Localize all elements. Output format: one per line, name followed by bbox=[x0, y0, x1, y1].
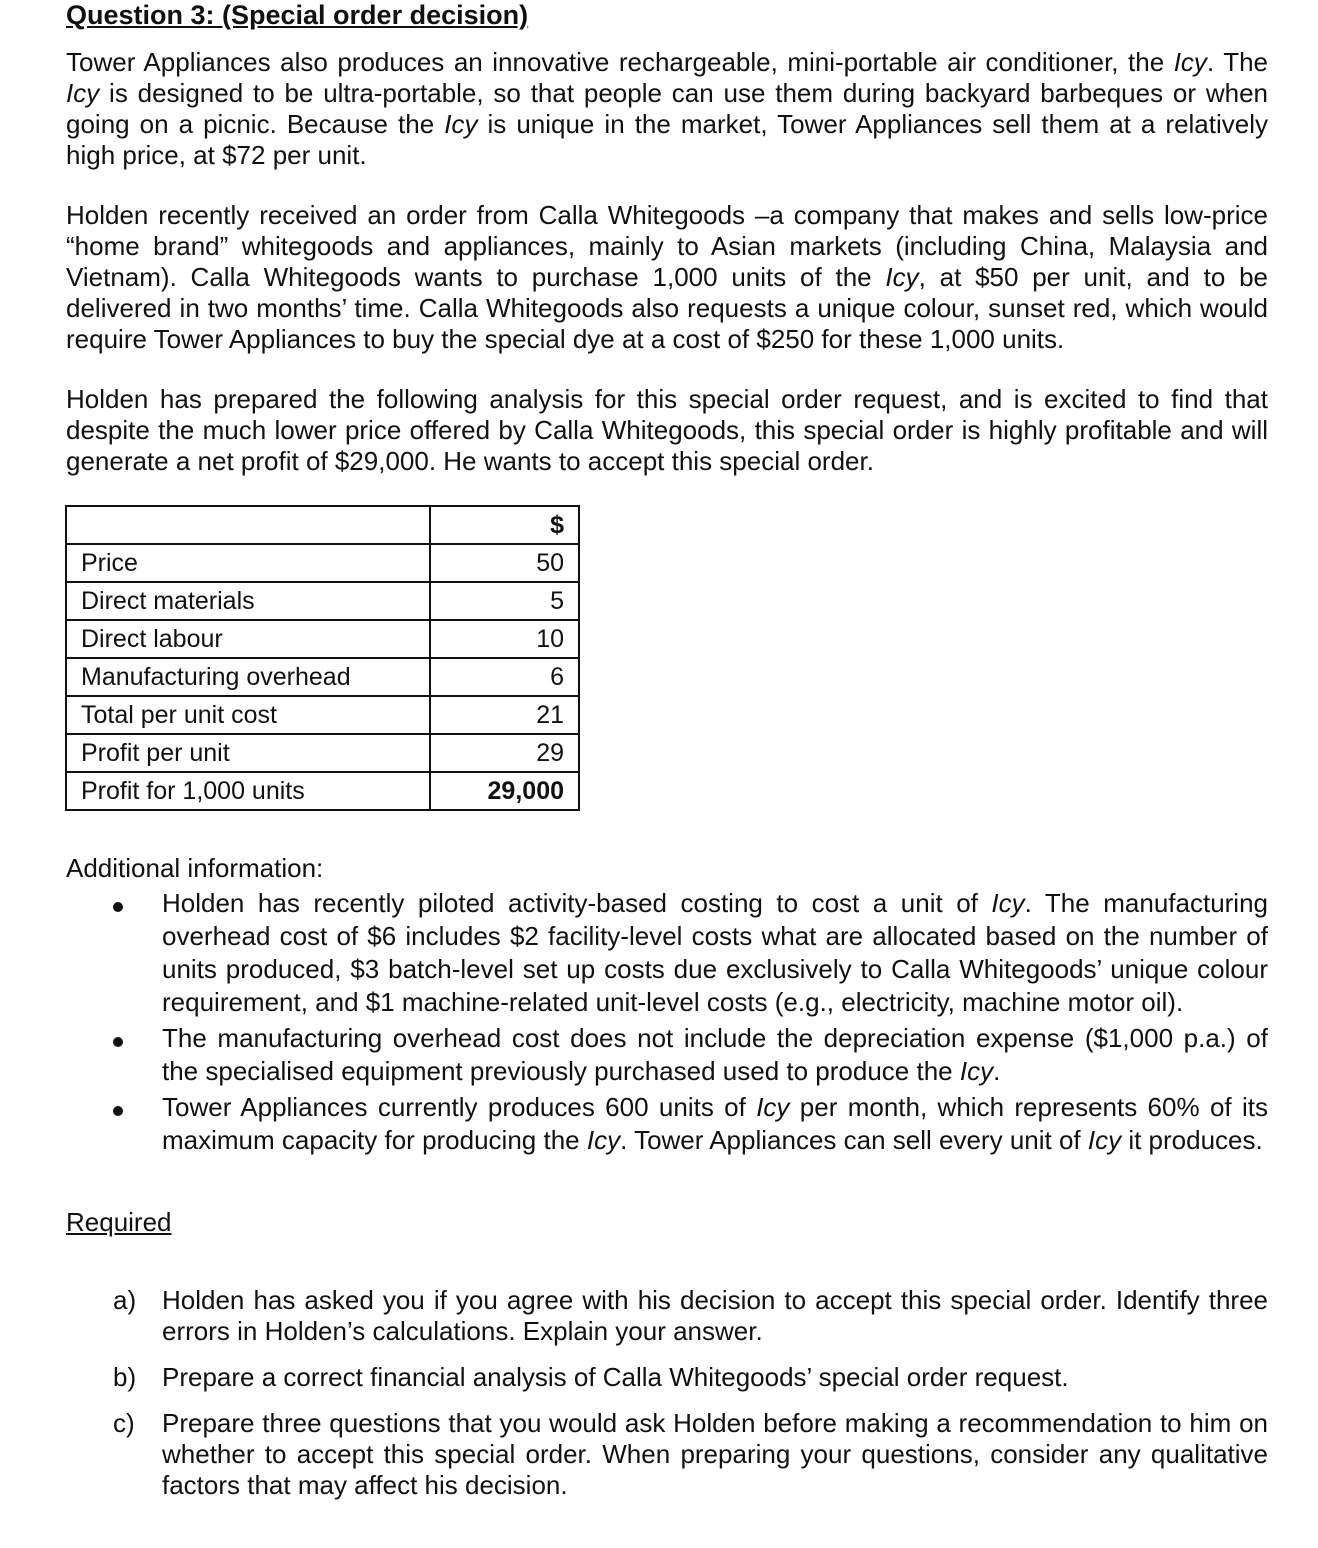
product-name: Icy bbox=[885, 262, 919, 292]
analysis-paragraph: Holden has prepared the following analysis for this special order request, and is excited to find that despite the much lower price offered by Calla Whitegoods, this special order is highly profitable and will generate a net profit of $29,000. He wants to accept this special order. bbox=[66, 384, 1268, 476]
list-item bbox=[0, 1285, 1268, 1347]
item-text: Prepare a correct financial analysis of Calla Whitegoods’ special order request. bbox=[162, 1362, 1069, 1392]
product-name: Icy bbox=[959, 1056, 994, 1086]
bullet-icon bbox=[113, 902, 123, 912]
table-row bbox=[66, 696, 579, 734]
text-span: . The manufacturing overhead cost of $6 includes $2 facility-level costs what are allocated based on the number of units produced, $3 batch-level set up costs due exclusively to Calla Whitegoods’ unique colour requirement, and $1 machine-related unit-level costs (e.g., electricity, machine motor oil). bbox=[162, 888, 1269, 1017]
row-label: Price bbox=[66, 544, 430, 582]
row-value: 21 bbox=[430, 696, 579, 734]
item-text: Holden has asked you if you agree with his decision to accept this special order. Identify three errors in Holden’s calculations. Explain your answer. bbox=[162, 1285, 1268, 1346]
table-row bbox=[66, 658, 579, 696]
analysis-table bbox=[65, 505, 580, 811]
table-header-row bbox=[66, 506, 579, 544]
text-span: The manufacturing overhead cost does not include the depreciation expense ($1,000 p.a.) of the specialised equipment previously purchased used to produce the bbox=[162, 1023, 1268, 1086]
table-row bbox=[66, 582, 579, 620]
product-name: Icy bbox=[991, 888, 1025, 918]
row-label: Profit per unit bbox=[66, 734, 430, 772]
text-span: per month, which represents 60% of its maximum capacity for producing the bbox=[162, 1092, 1268, 1155]
product-name: Icy bbox=[66, 78, 100, 108]
order-paragraph bbox=[66, 200, 1268, 355]
text-span: Tower Appliances currently produces 600 units of bbox=[162, 1092, 757, 1122]
additional-info-heading: Additional information: bbox=[66, 853, 324, 883]
list-item bbox=[0, 887, 1268, 1019]
required-heading: Required bbox=[66, 1207, 172, 1237]
table-header-currency: $ bbox=[430, 506, 579, 544]
product-name: Icy bbox=[1173, 47, 1207, 77]
text-span: . The bbox=[1206, 47, 1269, 77]
text-span: it produces. bbox=[1121, 1125, 1263, 1155]
table-row bbox=[66, 544, 579, 582]
list-item bbox=[0, 1362, 1268, 1393]
table-row bbox=[66, 620, 579, 658]
table-header-label bbox=[66, 506, 430, 544]
item-text: Prepare three questions that you would ask Holden before making a recommendation to him on whether to accept this special order. When preparing your questions, consider any qualitative factors that may affect his decision. bbox=[162, 1408, 1268, 1500]
text-span: Holden recently received an order from Calla Whitegoods –a company that makes and sells low-price “home brand” whitegoods and appliances, mainly to Asian markets (including China, Malaysia and Vietnam). Calla Whitegoods wants to purchase 1,000 units of the bbox=[66, 200, 1268, 292]
row-value: 50 bbox=[430, 544, 579, 582]
bullet-icon bbox=[113, 1037, 123, 1047]
product-name: Icy bbox=[756, 1092, 790, 1122]
item-marker: a) bbox=[113, 1285, 137, 1315]
text-span: . bbox=[993, 1056, 1001, 1086]
list-item bbox=[0, 1408, 1268, 1501]
table-row-total bbox=[66, 772, 579, 810]
list-item bbox=[0, 1022, 1268, 1088]
item-marker: b) bbox=[113, 1362, 137, 1392]
row-label: Direct materials bbox=[66, 582, 430, 620]
text-span: is unique in the market, Tower Appliances sell them at a relatively high price, at $72 per unit. bbox=[66, 109, 1269, 170]
table-row bbox=[66, 734, 579, 772]
question-title: Question 3: (Special order decision) bbox=[66, 0, 529, 30]
row-label: Manufacturing overhead bbox=[66, 658, 430, 696]
row-value-total: 29,000 bbox=[430, 772, 579, 810]
text-span: is designed to be ultra-portable, so that people can use them during backyard barbeques or when going on a picnic. Because the bbox=[66, 78, 1268, 139]
row-label: Profit for 1,000 units bbox=[66, 772, 430, 810]
additional-info-list bbox=[0, 887, 1318, 1160]
text-span: Tower Appliances also produces an innovative rechargeable, mini-portable air conditioner, the bbox=[66, 47, 1174, 77]
text-span: , at $50 per unit, and to be delivered in two months’ time. Calla Whitegoods also requests a unique colour, sunset red, which would require Tower Appliances to buy the special dye at a cost of $250 for these 1,000 units. bbox=[66, 262, 1268, 354]
row-label: Total per unit cost bbox=[66, 696, 430, 734]
intro-paragraph bbox=[66, 47, 1268, 171]
bullet-icon bbox=[113, 1106, 123, 1116]
required-list bbox=[0, 1285, 1318, 1516]
row-value: 6 bbox=[430, 658, 579, 696]
product-name: Icy bbox=[586, 1125, 621, 1155]
row-value: 5 bbox=[430, 582, 579, 620]
product-name: Icy bbox=[444, 109, 478, 139]
text-span: . Tower Appliances can sell every unit of bbox=[620, 1125, 1088, 1155]
text-span: Holden has recently piloted activity-based costing to cost a unit of bbox=[162, 888, 992, 918]
list-item bbox=[0, 1091, 1268, 1157]
row-label: Direct labour bbox=[66, 620, 430, 658]
row-value: 10 bbox=[430, 620, 579, 658]
row-value: 29 bbox=[430, 734, 579, 772]
product-name: Icy bbox=[1087, 1125, 1122, 1155]
item-marker: c) bbox=[113, 1408, 135, 1438]
